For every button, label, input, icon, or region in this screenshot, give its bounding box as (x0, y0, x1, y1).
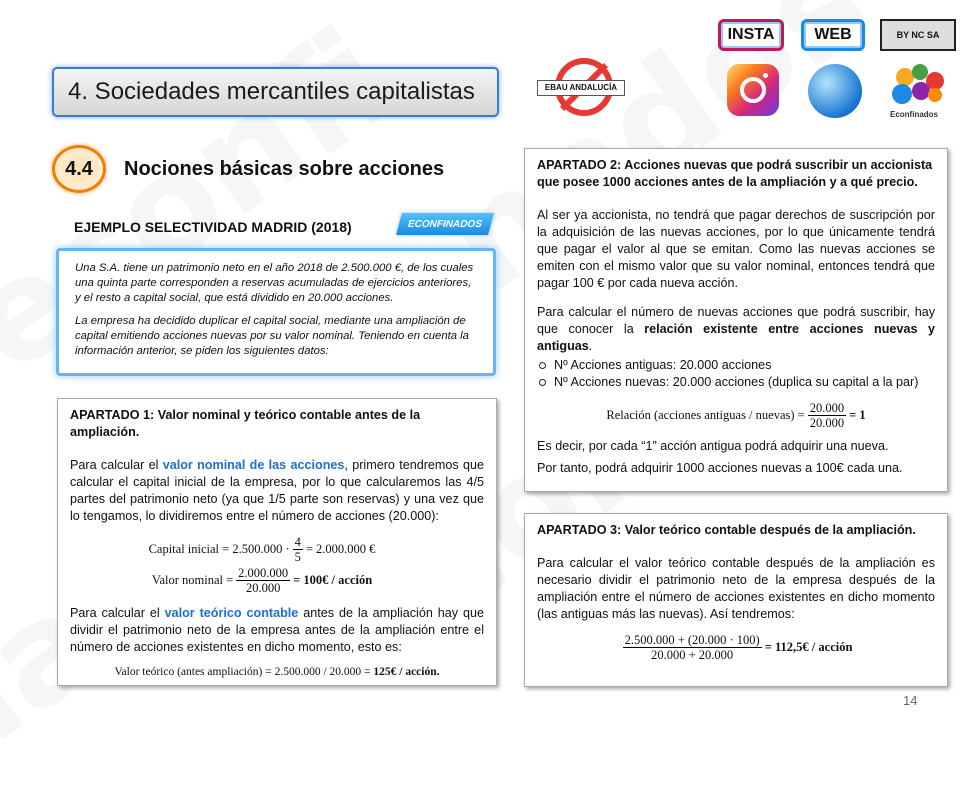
globe-icon[interactable] (808, 64, 862, 118)
apartado-1-heading: APARTADO 1: Valor nominal y teórico contable antes de la ampliación. (70, 408, 421, 439)
formula-capital-inicial: Capital inicial = 2.500.000 · $\frac{4}{5}$ = 2.000.000 € (148, 535, 376, 564)
apartado-2-heading: APARTADO 2: Acciones nuevas que podrá suscribir un accionista que posee 1000 acciones antes de la ampliación y a qué precio. (537, 158, 933, 189)
apartado-3-heading: APARTADO 3: Valor teórico contable después de la ampliación. (537, 523, 916, 537)
apartado-2-paragraph-4: Por tanto, podrá adquirir 1000 acciones nuevas a 100€ cada una. (537, 461, 903, 475)
page-number: 14 (903, 693, 918, 708)
apartado-1-paragraph-2: Para calcular el valor teórico contable antes de la ampliación hay que dividir el patrimonio neto de la empresa antes de la ampliación entre el número de acciones existentes en dicho momento, esto es: (70, 606, 484, 654)
apartado-1-box (57, 398, 497, 686)
instagram-icon[interactable] (727, 64, 779, 116)
statement-paragraph-1: Una S.A. tiene un patrimonio neto en el año 2018 de 2.500.000 €, de los cuales una quinta parte corresponden a reservas acumuladas de ejercicios anteriores, y el resto a capital social, que está dividido en 20.000 acciones. (75, 262, 474, 304)
apartado-3-paragraph-1: Para calcular el valor teórico contable después de la ampliación es necesario dividir el patrimonio neto de la empresa después de la ampliación entre el número de acciones existentes en dicho momento (las antiguas más las nuevas). Así tendremos: (537, 556, 935, 621)
section-heading (52, 145, 444, 193)
econfinados-badge: ECONFINADOS (396, 213, 494, 235)
formula-valor-teorico-despues: $\frac{2.500.000 + (20.000 \cdot 100)}{20.000 + 20.000}$ = 112,5€ / acción (624, 633, 853, 662)
page-title: 4. Sociedades mercantiles capitalistas (68, 78, 475, 105)
formula-valor-nominal: Valor nominal = $\frac{2.000.000}{20.000}$ = 100€ / acción (151, 566, 373, 595)
apartado-2-paragraph-1: Al ser ya accionista, no tendrá que pagar derechos de suscripción por la adquisición de las nuevas acciones, por lo que únicamente tendrá que pagar el valor al que se emitan. Como las nuevas acciones se emiten con el mismo valor que su valor nominal, entonces tendrá que pagar 100 € por cada nueva acción. (537, 208, 935, 290)
web-button[interactable]: WEB (801, 19, 865, 51)
section-number: 4.4 (52, 145, 106, 193)
apartado-3-box (524, 513, 948, 687)
formula-relacion: Relación (acciones antiguas / nuevas) = $\frac{20.000}{20.000}$ = 1 (606, 401, 866, 430)
section-title: Nociones básicas sobre acciones (124, 157, 445, 180)
apartado-1-paragraph-1: Para calcular el valor nominal de las acciones, primero tendremos que calcular el capital inicial de la empresa, por lo que calcularemos las 4/5 partes del patrimonio neto (ya que 1/5 parte son reservas) y una vez que lo tengamos, lo dividiremos entre el número de acciones (20.000): (70, 458, 485, 523)
ebau-badge (537, 56, 625, 120)
problem-statement (56, 248, 496, 376)
brand-label: Econfinados (890, 110, 939, 119)
ebau-label: EBAU ANDALUCÍA (537, 80, 625, 96)
creative-commons-icon (880, 19, 956, 51)
insta-button[interactable]: INSTA (718, 19, 784, 51)
example-title: EJEMPLO SELECTIVIDAD MADRID (2018) (74, 219, 352, 235)
apartado-2-paragraph-3: Es decir, por cada “1” acción antigua podrá adquirir una nueva. (537, 439, 889, 453)
formula-valor-teorico-antes: Valor teórico (antes ampliación) = 2.500.000 / 20.000 = 125€ / acción. (114, 666, 440, 678)
apartado-2-box (524, 148, 948, 492)
list-item: Nº Acciones nuevas: 20.000 acciones (duplica su capital a la par) (539, 374, 935, 391)
license-label: BY NC SA (896, 30, 940, 40)
list-item: Nº Acciones antiguas: 20.000 acciones (539, 357, 935, 374)
statement-paragraph-2: La empresa ha decidido duplicar el capital social, mediante una ampliación de capital emitiendo acciones nuevas por su valor nominal. Teniendo en cuenta la información anterior, se piden los siguientes datos: (75, 315, 469, 357)
page-title-box (52, 67, 499, 117)
apartado-2-paragraph-2: Para calcular el número de nuevas acciones que podrá suscribir, hay que conocer la relación existente entre acciones nuevas y antiguas. (537, 305, 935, 353)
